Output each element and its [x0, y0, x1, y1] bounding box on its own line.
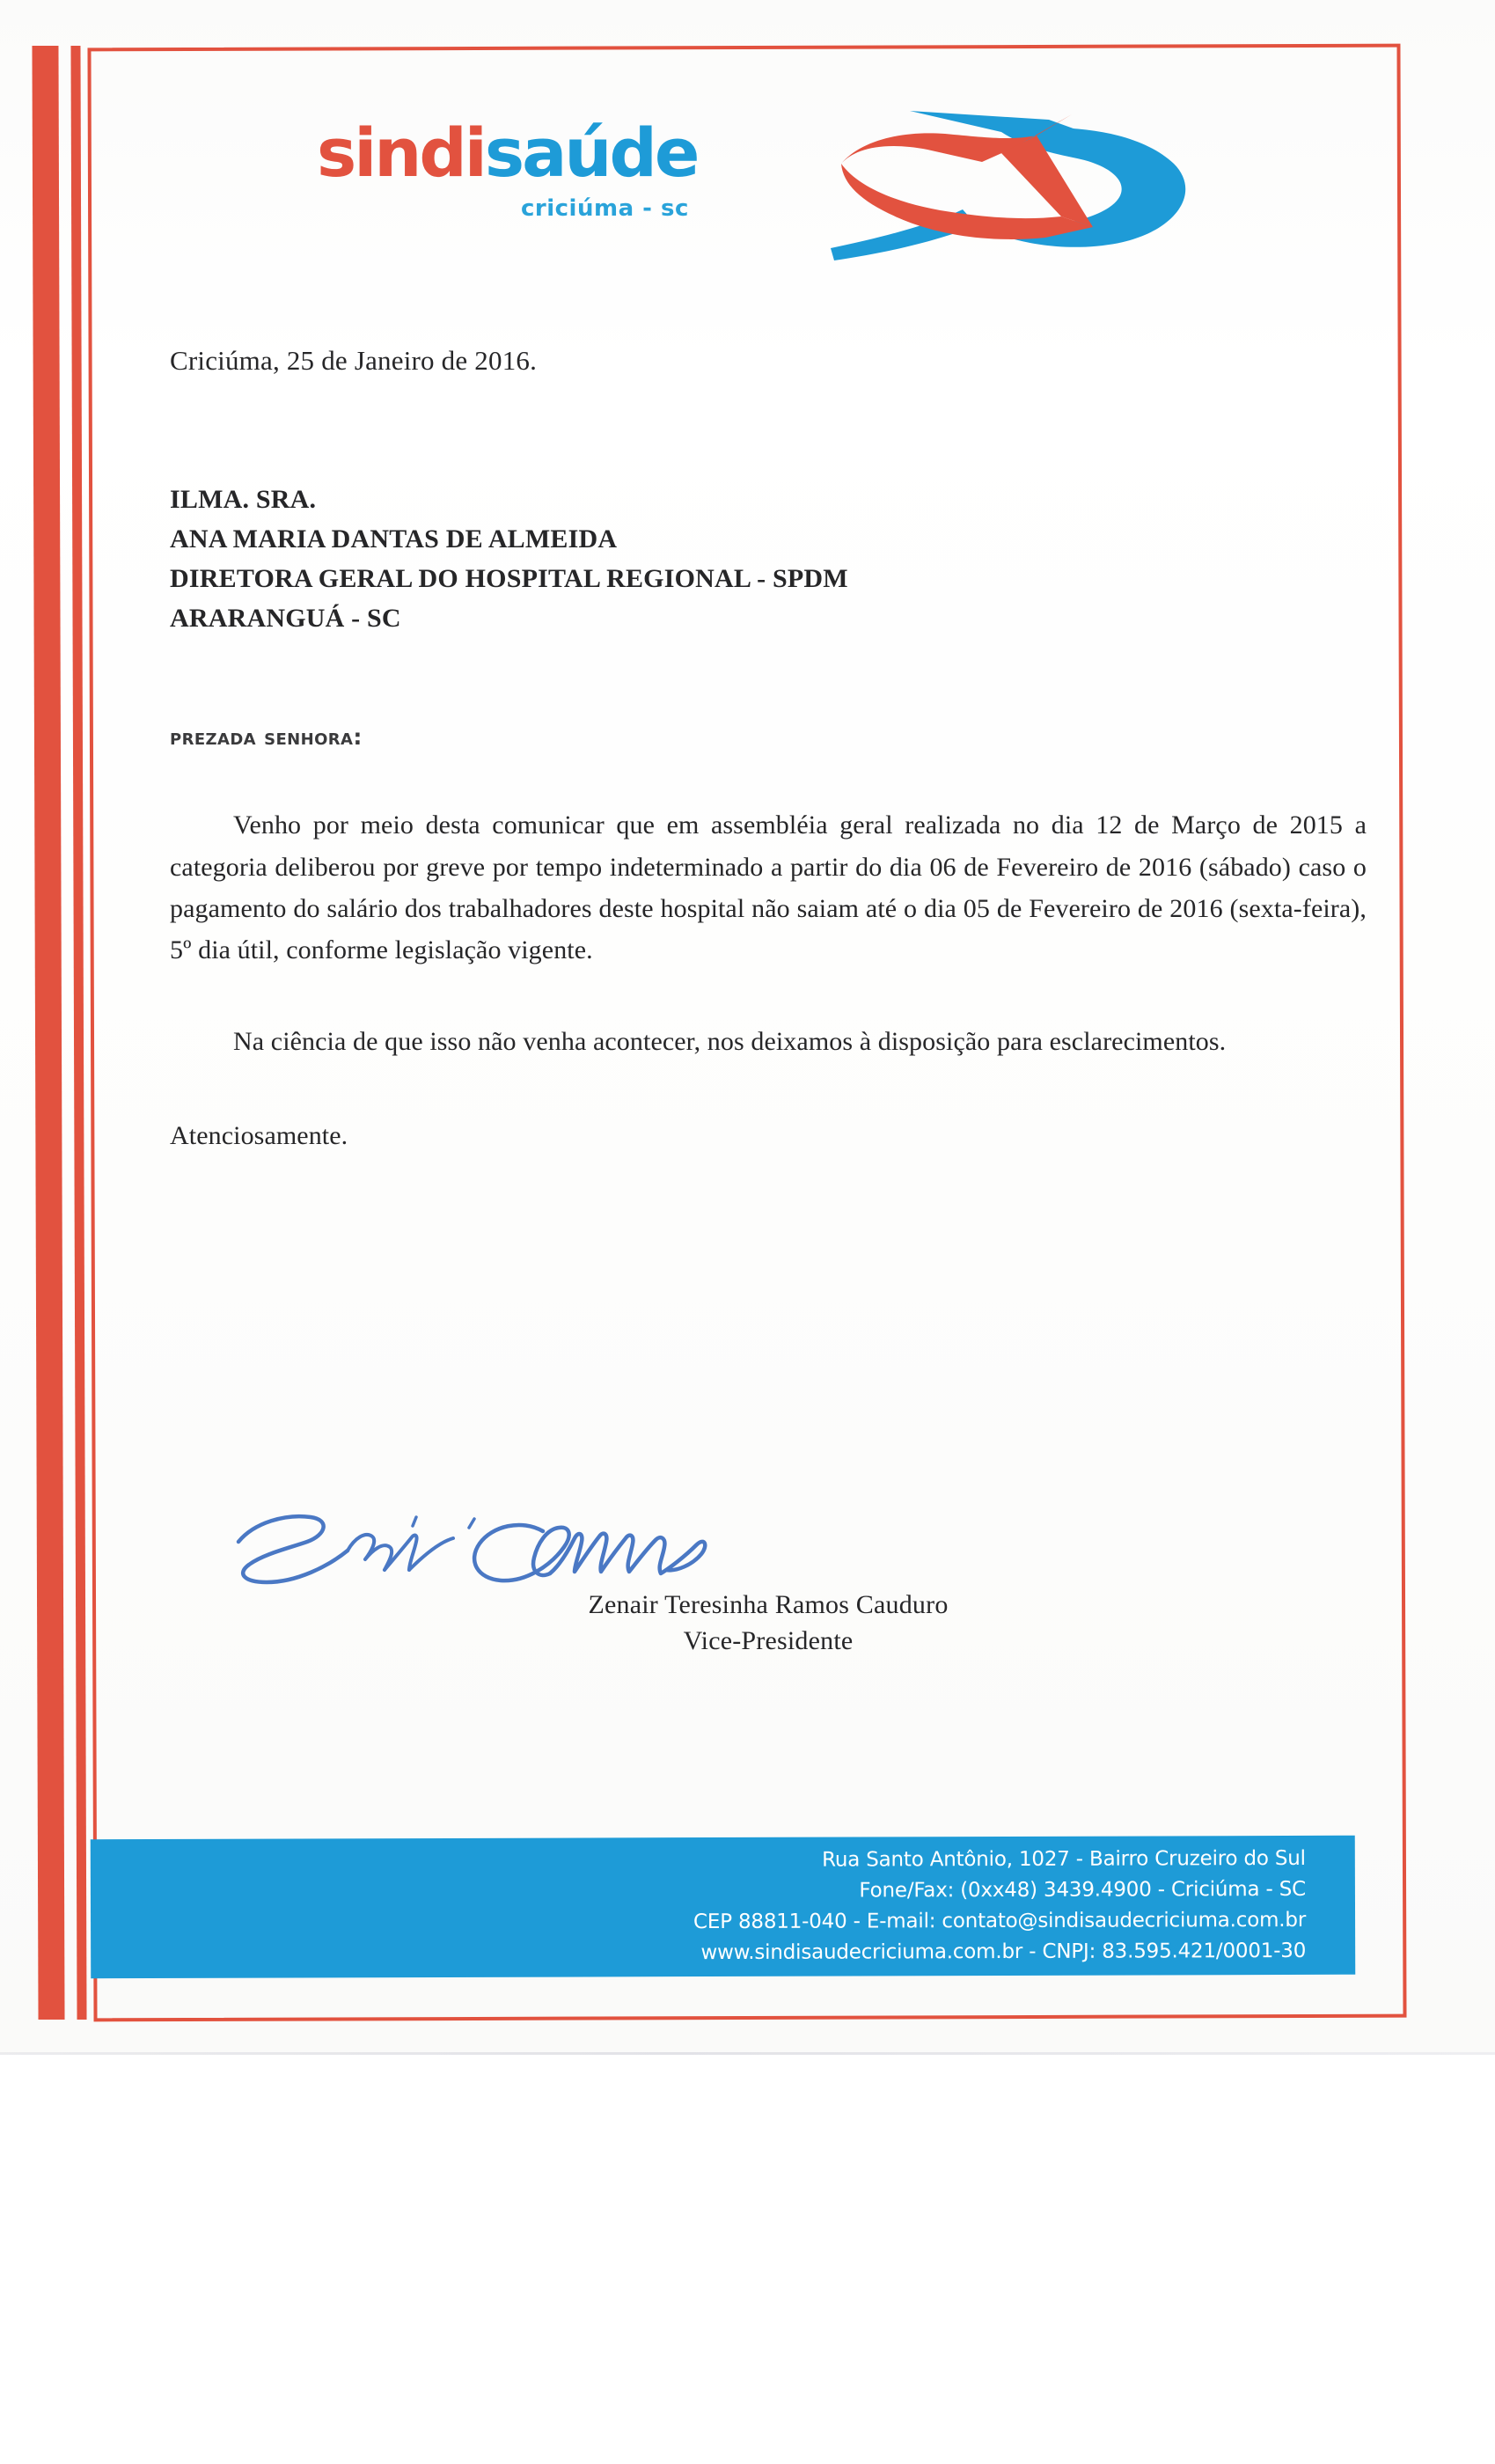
contact-footer-band — [91, 1836, 1355, 1979]
body-paragraph-1: Venho por meio desta comunicar que em assembléia geral realizada no dia 12 de Março de 2015 a categoria deliberou por greve por tempo indeterminado a partir do dia 06 de Fevereiro de 2016 (sábado) caso o pagamento do salário dos trabalhadores deste hospital não saiam até o dia 05 de Fevereiro de 2016 (sexta-feira), 5º dia útil, conforme legislação vigente. — [170, 810, 1367, 965]
logo-word-sindi: sindi — [317, 114, 485, 192]
footer-website-line: www.sindisaudecriciuma.com.br - CNPJ: 83.595.421/0001-30 — [700, 1939, 1307, 1965]
signature-role: Vice-Presidente — [683, 1625, 854, 1655]
date-line: Criciúma, 25 de Janeiro de 2016. — [170, 345, 538, 376]
closing-line: Atenciosamente. — [170, 1121, 348, 1151]
footer-address-line: Rua Santo Antônio, 1027 - Bairro Cruzeiro do Sul — [822, 1847, 1306, 1872]
signature-name: Zenair Teresinha Ramos Cauduro — [588, 1590, 949, 1619]
scanner-background — [0, 2055, 1495, 2464]
swoosh-arrow-icon — [829, 97, 1207, 269]
footer-phone-line: Fone/Fax: (0xx48) 3439.4900 - Criciúma - SC — [859, 1877, 1306, 1903]
recipient-line-role: DIRETORA GERAL DO HOSPITAL REGIONAL - SPDM — [170, 564, 848, 594]
sindisaude-logo-wordmark — [317, 114, 698, 192]
signature-block — [170, 1496, 1367, 1659]
recipient-line-title: ILMA. SRA. — [170, 485, 317, 515]
logo-subtitle: criciúma - sc — [521, 195, 689, 222]
recipient-block — [170, 480, 1367, 638]
recipient-line-name: ANA MARIA DANTAS DE ALMEIDA — [170, 524, 618, 554]
letter-body — [170, 343, 1367, 1184]
footer-email-line: CEP 88811-040 - E-mail: contato@sindisaudecriciuma.com.br — [693, 1908, 1307, 1934]
handwritten-signature-icon — [205, 1496, 751, 1600]
letterhead — [317, 104, 1206, 271]
recipient-line-city: ARARANGUÁ - SC — [170, 604, 401, 634]
body-paragraph-2: Na ciência de que isso não venha acontecer, nos deixamos à disposição para esclarecimentos. — [233, 1026, 1227, 1056]
logo-word-saude: saúde — [484, 114, 698, 192]
salutation: prezada senhora: — [170, 724, 363, 751]
